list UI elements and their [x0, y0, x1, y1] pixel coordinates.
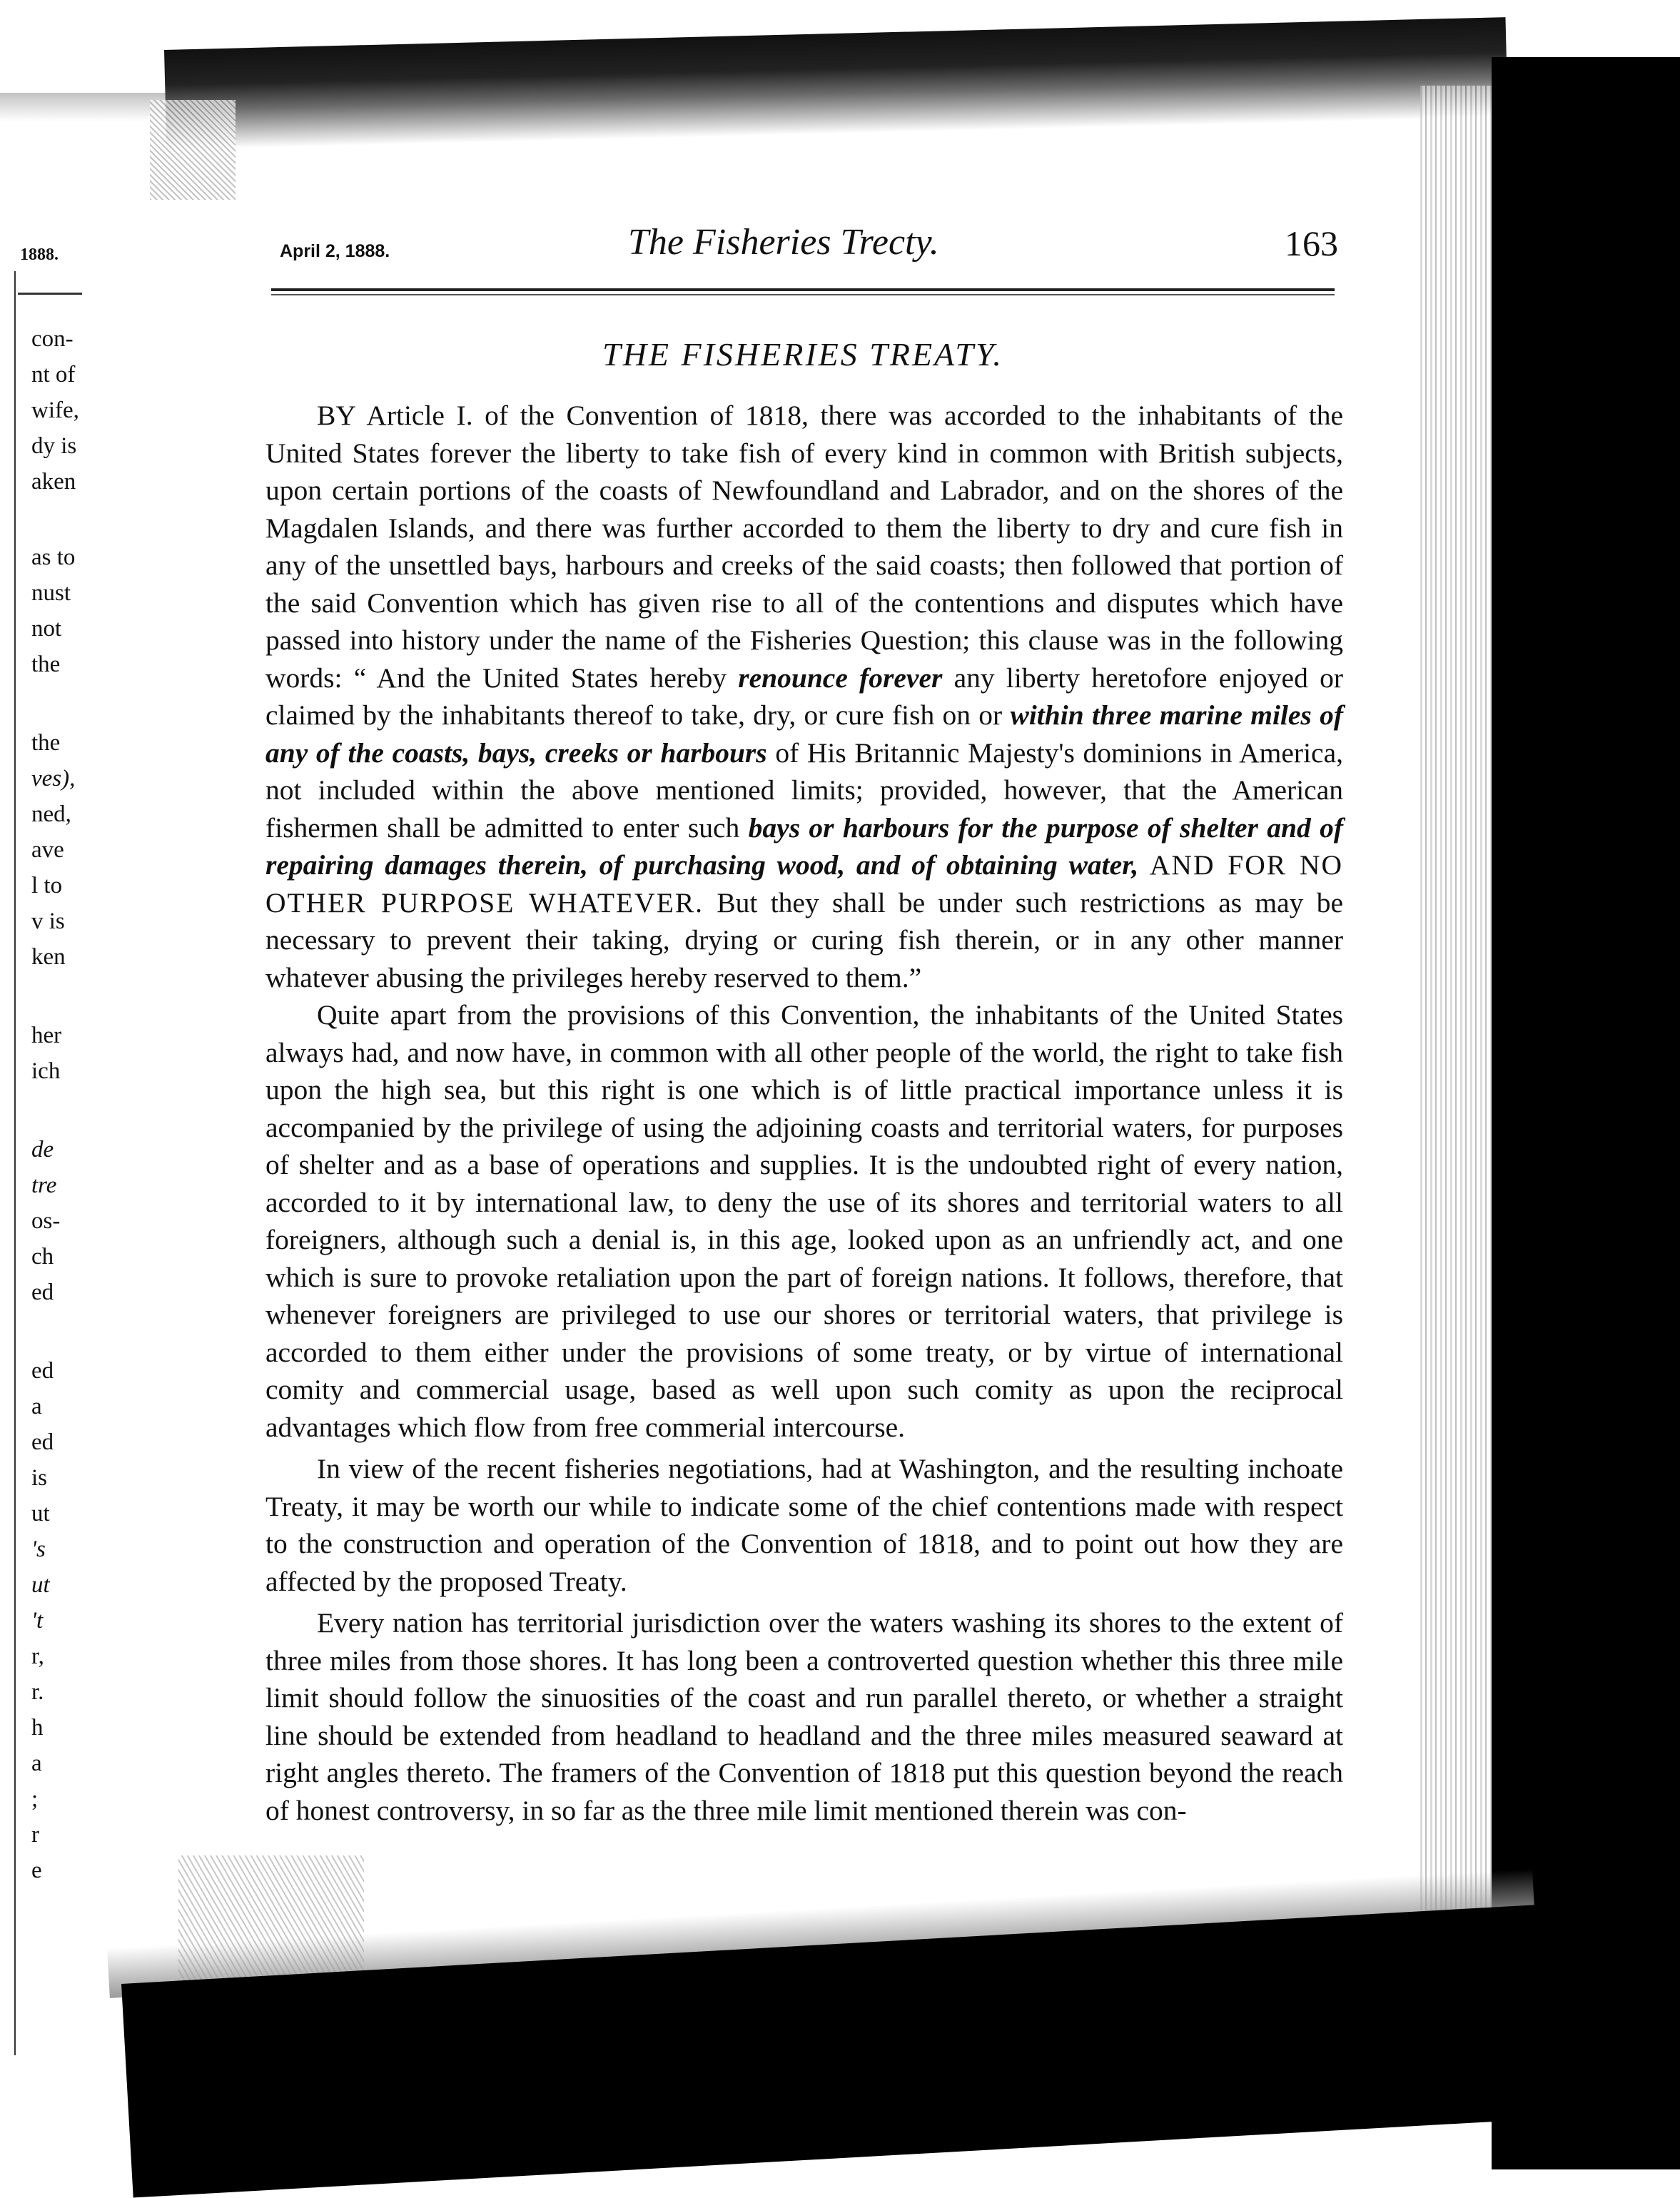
paragraph-1 — [265, 397, 1343, 996]
paragraph-1-text-1: Article I. of the Convention of 1818, there was accorded to the inhabitants of the United States forever the liberty to take fish of every kind in common with British subjects, upon certain portions of the coasts of Newfoundland and Labrador, and on the shores of the Magdalen Islands, and there was further accorded to them the liberty to dry and cure fish in any of the unsettled bays, harbours and creeks of the said coasts; then followed that portion of the said Convention which has given rise to all of the contentions and disputes which have passed into history under the name of the Fisheries Question; this clause was in the following words: “ And the United States hereby — [265, 400, 1343, 694]
left-page-fragment: ken — [31, 944, 66, 970]
running-title: The Fisheries Trecty. — [628, 222, 939, 263]
paragraph-4: Every nation has territorial jurisdiction over the waters washing its shores to the extent of three miles from those shores. It has long been a controverted question whether this three mile limit should follow the sinuosities of the coast and run parallel thereto, or whether a straight line should be extended from headland to headland and the three miles measured seaward at right angles thereto. The framers of the Convention of 1818 put this question beyond the reach of honest controversy, in so far as the three mile limit mentioned therein was con- — [265, 1607, 1343, 1826]
left-page-fragment: 's — [31, 1536, 46, 1562]
left-page-fragment: dy is — [31, 433, 77, 459]
article-body — [265, 397, 1343, 1829]
left-page-fragment: ; — [31, 1786, 39, 1812]
left-page-fragment: her — [31, 1023, 62, 1048]
left-page-rule — [18, 293, 82, 295]
article-title: THE FISHERIES TREATY. — [602, 336, 1003, 373]
left-page-fragment: wife, — [31, 397, 79, 423]
left-page-fragment: is — [31, 1465, 48, 1491]
left-page-fragment: ves), — [31, 766, 76, 791]
left-page-fragment: not — [31, 616, 62, 642]
left-page-year: 1888. — [20, 245, 59, 264]
left-page-fragment: the — [31, 730, 61, 756]
paragraph-1-caps: AND FOR NO OTHER PURPOSE WHATEVER. — [265, 849, 1343, 918]
left-page-fragment: nt of — [31, 362, 76, 388]
paragraph-3: In view of the recent fisheries negotiations, had at Washington, and the resulting inchoate Treaty, it may be worth our while to indicate some of the chief contentions made with respect to the construction and operation of the Convention of 1818, and to point out how they are affected by the proposed Treaty. — [265, 1453, 1343, 1597]
left-page-fragment: tre — [31, 1173, 57, 1198]
left-page-fragment: r, — [31, 1644, 44, 1669]
left-page-fragment: aken — [31, 469, 76, 495]
left-page-fragment: v is — [31, 908, 65, 934]
left-page-fragment: os- — [31, 1208, 61, 1234]
left-page-fragment: nust — [31, 580, 71, 606]
left-page-fragment: ut — [31, 1501, 50, 1526]
left-page-fragment: a — [31, 1394, 42, 1419]
left-page-edge — [14, 271, 16, 2055]
running-date: April 2, 1888. — [280, 241, 390, 261]
scan-noise-left — [150, 100, 236, 200]
left-page-fragment: h — [31, 1715, 44, 1741]
paragraph-1-emphasis-3: bays or harbours for the purpose of shelter and of repairing damages therein, of purchasing wood, and of obtaining water, — [265, 811, 1343, 881]
left-page-fragment: ich — [31, 1058, 61, 1084]
paragraph-1-emphasis-2: within three marine miles of any of the coasts, bays, creeks or harbours — [265, 699, 1343, 769]
scan-shadow-top — [164, 17, 1508, 150]
scan-shadow-right — [1492, 57, 1680, 2169]
left-page-fragment: ut — [31, 1572, 50, 1598]
paragraph-1-text-3: of His Britannic Majesty's dominions in America, not included within the above mentioned limits; provided, however, that the American fishermen shall be admitted to enter such — [265, 736, 1343, 844]
left-page-fragment: the — [31, 652, 61, 677]
left-page-fragment: ed — [31, 1429, 54, 1455]
header-rule — [271, 288, 1335, 291]
left-page-fragment: as to — [31, 545, 76, 570]
left-page-fragment: ed — [31, 1358, 54, 1384]
left-page-fragment: ave — [31, 837, 64, 863]
paragraph-2: Quite apart from the provisions of this Convention, the inhabitants of the United States always had, and now have, in common with all other people of the world, the right to take fish upon the high sea, but this right is one which is of little practical importance unless it is accompanied by the privilege of using the adjoining coasts and territorial waters, for purposes of shelter and as a base of operations and supplies. It is the undoubted right of every nation, accorded to it by international law, to deny the use of its shores and territorial waters to all foreigners, although such a denial is, in this age, looked upon as an unfriendly act, and one which is sure to provoke retaliation upon the part of foreign nations. It follows, therefore, that whenever foreigners are privileged to use our shores or territorial waters, that privilege is accorded to them either under the provisions of some treaty, or by virtue of international comity and commercial usage, based as well upon such comity as upon the reciprocal advantages which flow from free commerial intercourse. — [265, 999, 1343, 1443]
left-page-fragment: l to — [31, 873, 63, 898]
left-page-fragment: ch — [31, 1244, 54, 1270]
left-page-fragment: de — [31, 1137, 54, 1163]
paragraph-1-lead: BY — [317, 400, 356, 431]
scan-noise-top-left — [0, 93, 171, 121]
left-page-fragment: a — [31, 1751, 42, 1776]
left-page-fragment: ned, — [31, 801, 71, 827]
scan-noise-right — [1420, 86, 1499, 2012]
left-page-fragment: r — [31, 1822, 39, 1848]
left-page-fragment: 't — [31, 1608, 44, 1634]
paragraph-1-text-4: But they shall be under such restrictions as may be necessary to prevent their taking, drying or curing fish therein, or in any other manner whatever abusing the privileges hereby reserved to them.” — [265, 886, 1343, 993]
page-number: 163 — [1285, 223, 1338, 263]
paragraph-1-text-2: any liberty heretofore enjoyed or claimed by the inhabitants thereof to take, dry, or cure fish on or — [265, 662, 1343, 731]
header-rule-thin — [271, 294, 1335, 295]
left-page-fragment: r. — [31, 1679, 44, 1705]
left-page-fragment: con- — [31, 326, 74, 352]
left-page-fragment: ed — [31, 1280, 54, 1305]
paragraph-1-emphasis-1: renounce forever — [738, 662, 943, 694]
left-page-fragment: e — [31, 1858, 42, 1883]
